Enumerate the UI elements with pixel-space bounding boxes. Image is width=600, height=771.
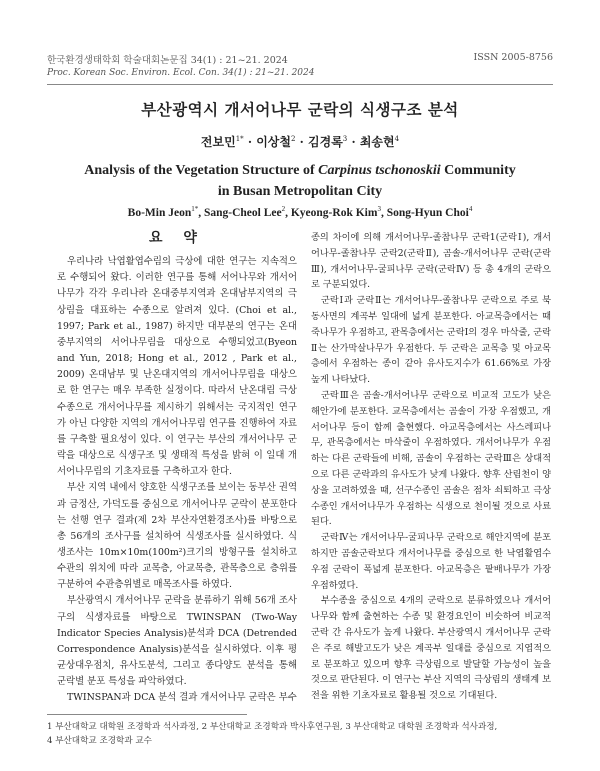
- author-affiliation-mark: 1*: [235, 135, 244, 143]
- author-en: Sang-Cheol Lee: [203, 206, 282, 219]
- author-affiliation-mark: 2: [281, 205, 286, 213]
- title-en-part2: Community: [440, 163, 516, 178]
- footnote-line: 4 부산대학교 조경학과 교수: [47, 736, 152, 746]
- author-ko: 김경록: [308, 135, 343, 149]
- author-en: Song-Hyun Choi: [386, 206, 469, 219]
- author-en: Bo-Min Jeon: [127, 206, 192, 219]
- journal-header: [47, 52, 553, 66]
- footnote-line: 1 부산대학교 대학원 조경학과 석사과정, 2 부산대학교 조경학과 박사후연구원, 3 부산대학교 대학원 조경학과 석사과정,: [47, 722, 498, 732]
- author-separator: ·: [347, 135, 360, 149]
- author-affiliation-mark: 2: [291, 135, 296, 143]
- left-column: [57, 230, 297, 707]
- header-divider: [47, 84, 553, 85]
- right-column: [311, 230, 551, 704]
- author-affiliation-mark: 3: [342, 135, 348, 143]
- footnotes: [47, 720, 553, 748]
- author-affiliation-mark: 4: [394, 135, 400, 143]
- journal-title-ko: 한국환경생태학회 학술대회논문집 34(1) : 21~21. 2024: [47, 55, 288, 66]
- authors-ko: [0, 133, 600, 150]
- abstract-heading: 요 약: [149, 230, 205, 246]
- body-paragraph: 우리나라 낙엽활엽수림의 극상에 대한 연구는 지속적으로 수행되어 왔다. 이러한 연구를 통해 서어나무와 개서어나무가 각각 우리나라 온대중부지역과 온대남부지역의 극상림을 대표하는 수종으로 알려져 있다. (Choi et al., 1997; Park et al., 1987) 하지만 대부분의 연구는 온대중부지역의 서어나무림을 대상으로 수행되었고(Byeon and Yun, 2018; Hong et al., 2012 , Park et al., 2009) 온대남부 및 난온대지역의 개서어나무림을 대상으로 한 연구는 매우 부족한 실정이다. 따라서 난온대림 극상수종으로 개서어나무를 제시하기 위해서는 국지적인 연구가 아닌 다양한 지역의 개서어나무림 연구를 진행하여 자료를 구축할 필요성이 있다. 이 연구는 부산의 개서어나무 군락을 대상으로 식생구조 및 생태적 특성을 밝혀 이 일대 개서어나무림의 기초자료를 구축하고자 한다.: [57, 256, 297, 478]
- paper-title-en: [80, 160, 520, 202]
- issn: ISSN 2005-8756: [473, 52, 553, 63]
- journal-title-en: Proc. Korean Soc. Environ. Ecol. Con. 34(1) : 21~21. 2024: [47, 68, 315, 78]
- body-paragraph: 종의 차이에 의해 개서어나무-졸참나무 군락1(군락Ⅰ), 개서어나무-졸참나무 군락2(군락Ⅱ), 곰솔-개서어나무 군락(군락Ⅲ), 개서어나무-굴피나무 군락(군락Ⅳ) 등 총 4개의 군락으로 구분되었다.: [311, 232, 551, 291]
- body-paragraph: 부수종을 중심으로 4개의 군락으로 분류하였으나 개서어나무와 함께 출현하는 수종 및 환경요인이 비슷하여 비교적 군락 간 유사도가 높게 나왔다. 부산광역시 개서어나무 군락은 주로 해발고도가 낮은 계곡부 일대를 중심으로 지엽적으로 분포하고 있으며 향후 극상림으로 발달할 가능성이 높을 것으로 판단된다. 이 연구는 부산 지역의 극상림의 생태계 보전을 위한 기초자료로 활용될 것으로 기대된다.: [311, 595, 551, 702]
- body-paragraph: 군락Ⅲ은 곰솔-개서어나무 군락으로 비교적 고도가 낮은 해안가에 분포한다. 교목층에서는 곰솔이 가장 우점했고, 개서어나무 등이 함께 출현했다. 아교목층에서는 사스레피나무, 관목층에서는 마삭줄이 우점하였다. 개서어나무가 우점하는 다른 군락들에 비해, 곰솔이 우점하는 군락Ⅲ은 상대적으로 다른 군락과의 유사도가 낮게 나왔다. 향후 산림천이 양상을 고려하였을 때, 선구수종인 곰솔은 점차 쇠퇴하고 극상수종인 개서어나무가 우점하는 식생으로 천이될 것으로 사료된다.: [311, 389, 551, 528]
- author-separator: ·: [295, 135, 309, 149]
- footnote-divider: [47, 714, 247, 715]
- body-paragraph: TWINSPAN과 DCA 분석 결과 개서어나무 군락은 부수: [67, 692, 297, 704]
- author-ko: 전보민: [200, 135, 236, 149]
- body-paragraph: 부산광역시 개서어나무 군락을 분류하기 위해 56개 조사구의 식생자료를 바탕으로 TWINSPAN (Two-Way Indicator Species Analysis)분석과 DCA (Detrended Correspondence Analysis)분석을 실시하였다. 이후 평균상대우점치, 유사도분석, 그리고 종다양도 분석을 통해 군락별 분포 특성을 파악하였다.: [57, 595, 297, 688]
- title-en-part1: Analysis of the Vegetation Structure of: [84, 163, 319, 178]
- author-affiliation-mark: 3: [377, 205, 381, 213]
- body-paragraph: 군락Ⅰ과 군락Ⅱ는 개서어나무-졸참나무 군락으로 주로 북동사면의 계곡부 일대에 넓게 분포한다. 아교목층에서는 때죽나무가 우점하고, 관목층에서는 군락Ⅰ의 경우 마삭줄, 군락Ⅱ는 산가막살나무가 우점한다. 두 군락은 교목층 및 아교목층에서 우점하는 종이 같아 유사도지수가 61.66%로 가장 높게 나타났다.: [311, 295, 551, 386]
- title-en-line2: in Busan Metropolitan City: [217, 184, 383, 199]
- author-ko: 최송현: [359, 135, 395, 149]
- author-affiliation-mark: 1*: [191, 205, 199, 213]
- body-paragraph: 군락Ⅳ는 개서어나무-굴피나무 군락으로 해안지역에 분포하지만 곰솔군락보다 개서어나무를 중심으로 한 낙엽활엽수 우점 군락이 폭넓게 분포한다. 아교목층은 팥배나무가 가장 우점하였다.: [311, 532, 551, 591]
- body-paragraph: 부산 지역 내에서 양호한 식생구조를 보이는 동부산 권역과 금정산, 가덕도를 중심으로 개서어나무 군락이 분포한다는 선행 연구 결과(제 2차 부산자연환경조사)를 바탕으로 총 56개의 조사구를 설치하여 식생조사를 실시하였다. 식생조사는 10m×10m(100m²)크기의 방형구를 설치하고 수관의 위치에 따라 교목층, 아교목층, 관목층으로 층위를 구분하여 수관층위별로 매목조사를 하였다.: [57, 482, 297, 591]
- paper-title-ko: 부산광역시 개서어나무 군락의 식생구조 분석: [141, 100, 459, 119]
- author-ko: 이상철: [256, 135, 291, 149]
- author-en: Kyeong-Rok Kim: [290, 206, 378, 219]
- authors-en: Bo-Min Jeon$^{1*}$, Sang-Cheol Lee$^2$, Kyeong-Rok Kim$^3$, Song-Hyun Choi$^4$: [127, 205, 473, 219]
- author-affiliation-mark: 4: [468, 205, 473, 213]
- title-en-species: Carpinus tschonoskii: [318, 163, 441, 178]
- author-separator: ·: [243, 135, 257, 149]
